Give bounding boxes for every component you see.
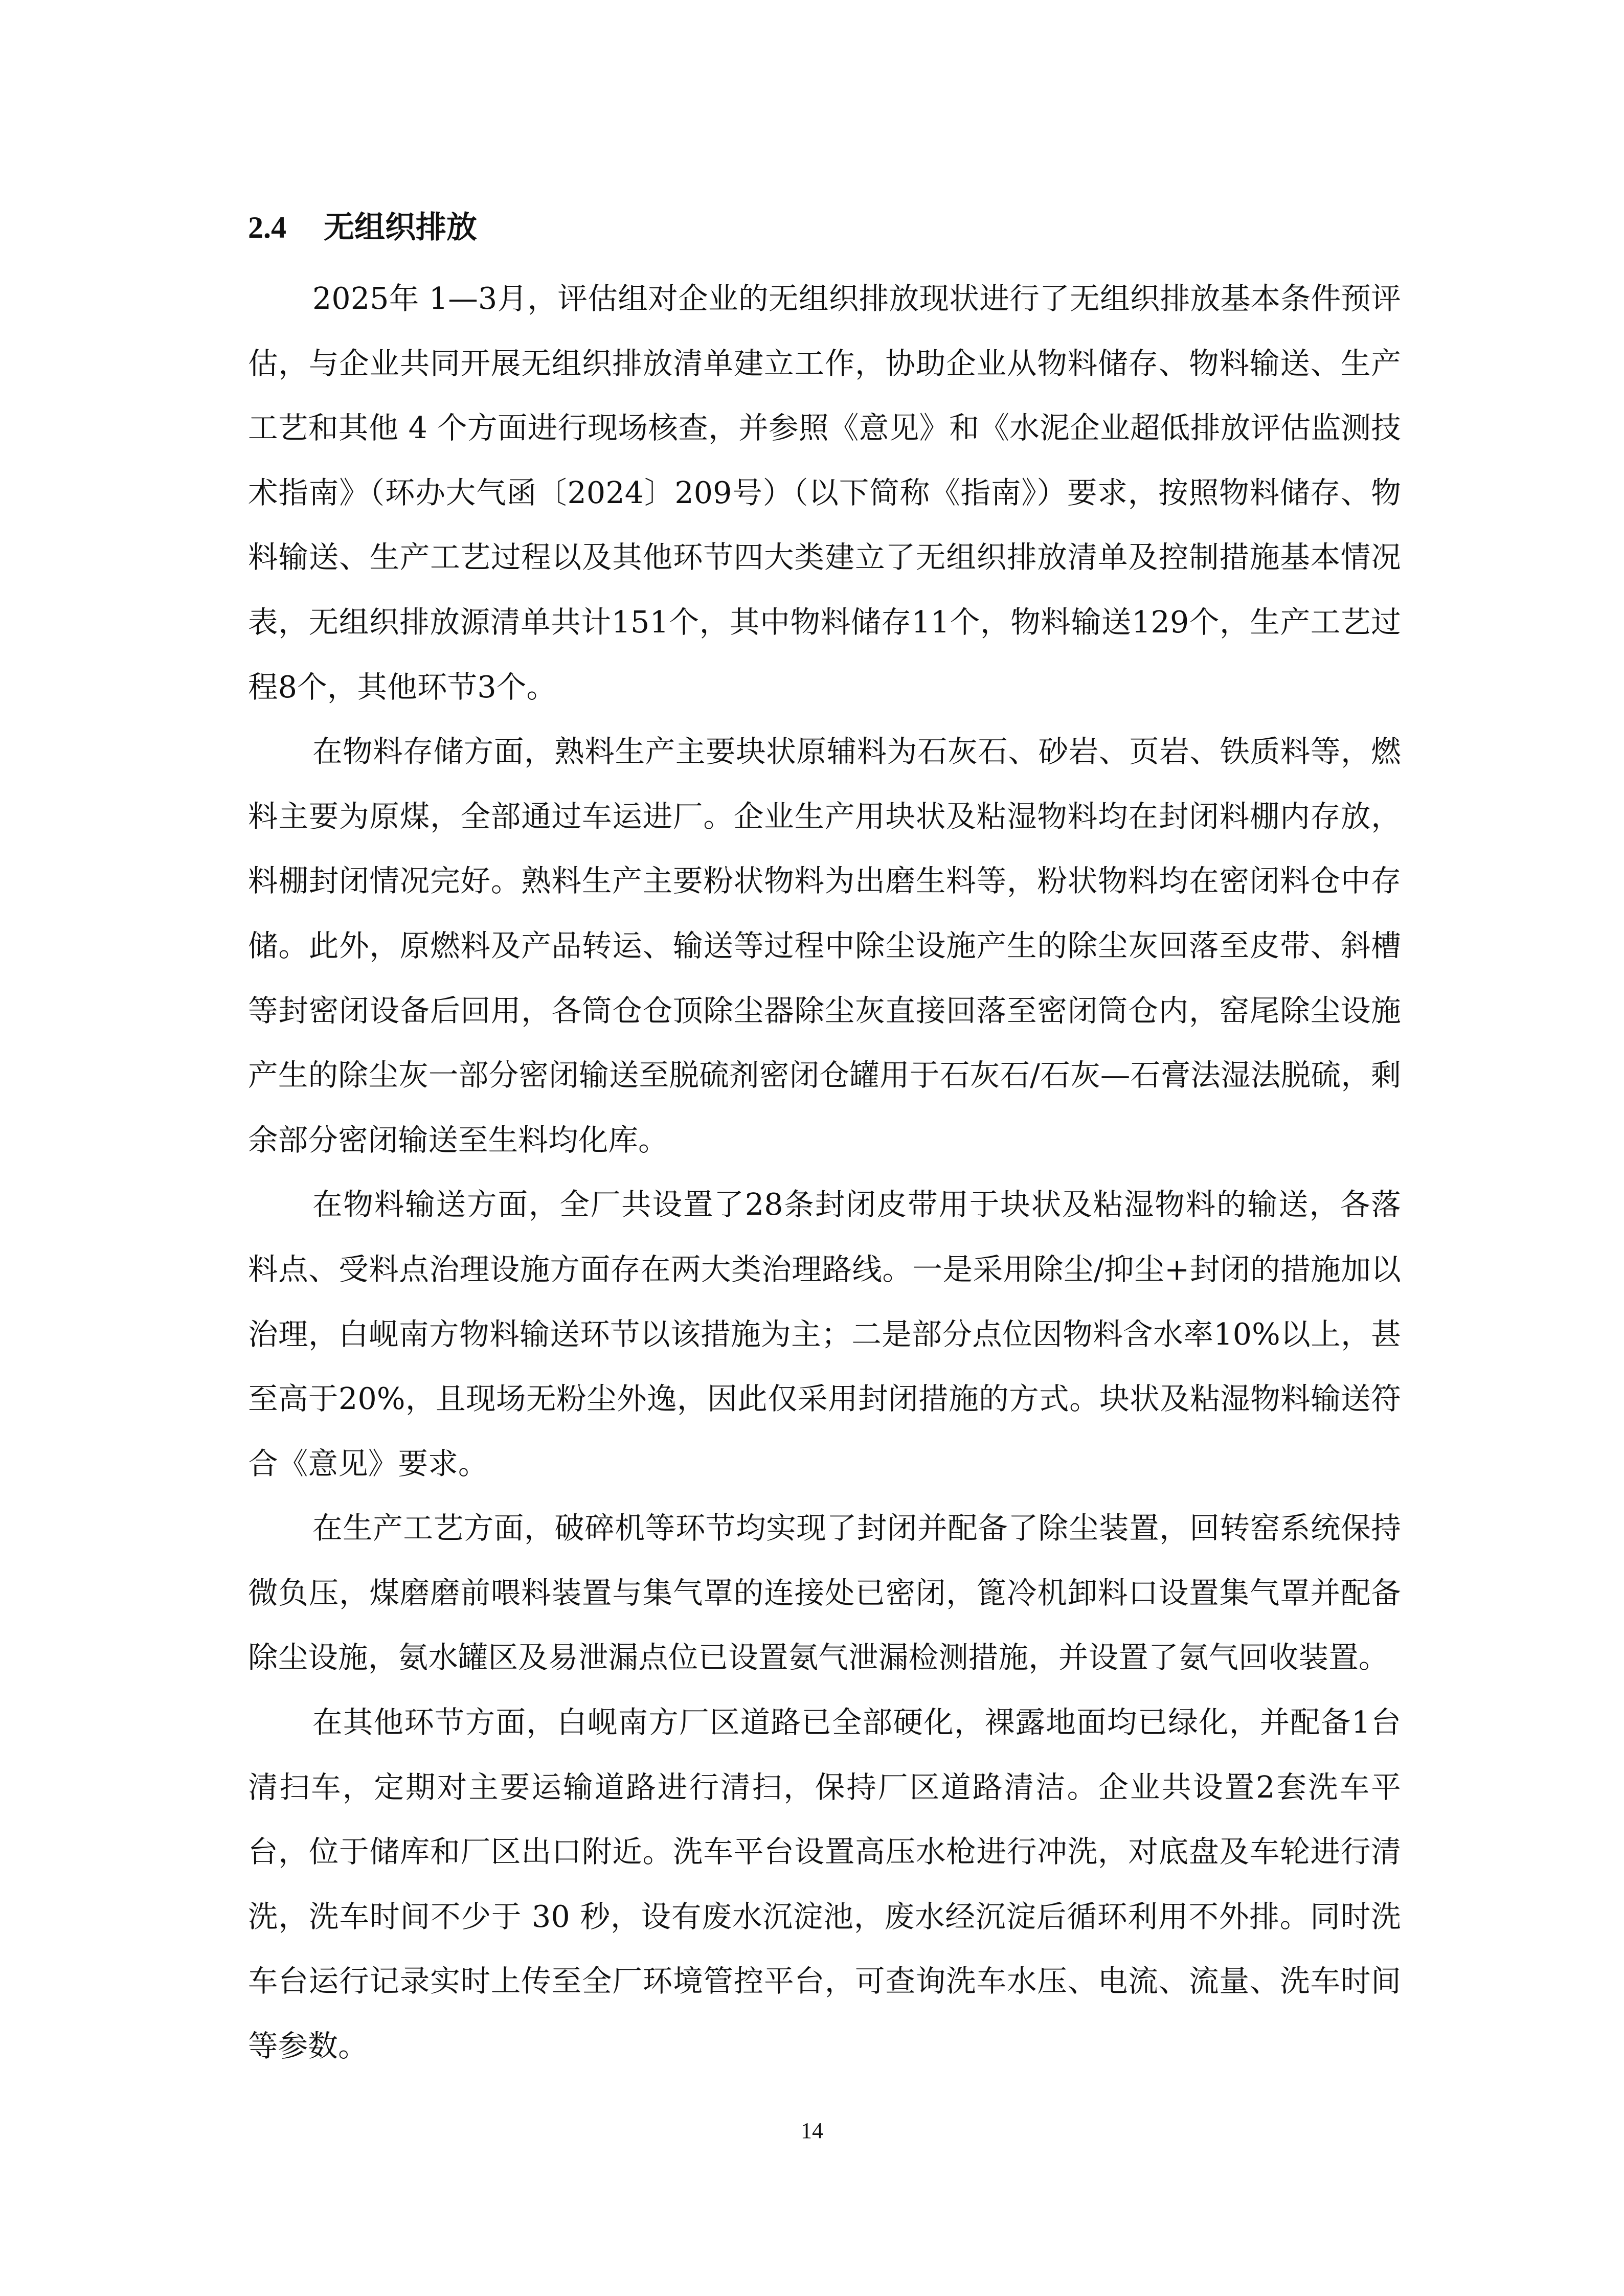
paragraph-other-links: 在其他环节方面，白岘南方厂区道路已全部硬化，裸露地面均已绿化，并配备1台清扫车，定期对主要运输道路进行清扫，保持厂区道路清洁。企业共设置2套洗车平台，位于储库和厂区出口附近。洗车平台设置高压水枪进行冲洗，对底盘及车轮进行清洗，洗车时间不少于 30 秒，设有废水沉淀池，废水经沉淀后循环利用不外排。同时洗车台运行记录实时上传至全厂环境管控平台，可查询洗车水压、电流、流量、洗车时间等参数。 — [248, 1705, 1401, 2064]
paragraph-inventory-overview: 2025年 1—3月，评估组对企业的无组织排放现状进行了无组织排放基本条件预评估，与企业共同开展无组织排放清单建立工作，协助企业从物料储存、物料输送、生产工艺和其他 4 个方面进行现场核查，并参照《意见》和《水泥企业超低排放评估监测技术指南》（环办大气函〔2024〕209号）（以下简称《指南》）要求，按照物料储存、物料输送、生产工艺过程以及其他环节四大类建立了无组织排放清单及控制措施基本情况表，无组织排放源清单共计151个，其中物料储存11个，物料输送129个，生产工艺过程8个，其他环节3个。 — [248, 281, 1401, 704]
paragraph-material-transport: 在物料输送方面，全厂共设置了28条封闭皮带用于块状及粘湿物料的输送，各落料点、受料点治理设施方面存在两大类治理路线。一是采用除尘/抑尘+封闭的措施加以治理，白岘南方物料输送环节以该措施为主；二是部分点位因物料含水率10%以上，甚至高于20%，且现场无粉尘外逸，因此仅采用封闭措施的方式。块状及粘湿物料输送符合《意见》要求。 — [248, 1187, 1401, 1481]
section-title: 无组织排放 — [324, 210, 477, 245]
section-number: 2.4 — [248, 211, 286, 244]
page-number: 14 — [801, 2118, 823, 2143]
page-content — [248, 202, 1401, 2079]
paragraph-production-process: 在生产工艺方面，破碎机等环节均实现了封闭并配备了除尘装置，回转窑系统保持微负压，煤磨磨前喂料装置与集气罩的连接处已密闭，篦冷机卸料口设置集气罩并配备除尘设施，氨水罐区及易泄漏点位已设置氨气泄漏检测措施，并设置了氨气回收装置。 — [248, 1511, 1401, 1675]
section-heading — [248, 202, 1401, 253]
paragraph-material-storage: 在物料存储方面，熟料生产主要块状原辅料为石灰石、砂岩、页岩、铁质料等，燃料主要为原煤，全部通过车运进厂。企业生产用块状及粘湿物料均在封闭料棚内存放，料棚封闭情况完好。熟料生产主要粉状物料为出磨生料等，粉状物料均在密闭料仓中存储。此外，原燃料及产品转运、输送等过程中除尘设施产生的除尘灰回落至皮带、斜槽等封密闭设备后回用，各筒仓仓顶除尘器除尘灰直接回落至密闭筒仓内，窑尾除尘设施产生的除尘灰一部分密闭输送至脱硫剂密闭仓罐用于石灰石/石灰—石膏法湿法脱硫，剩余部分密闭输送至生料均化库。 — [248, 734, 1401, 1157]
